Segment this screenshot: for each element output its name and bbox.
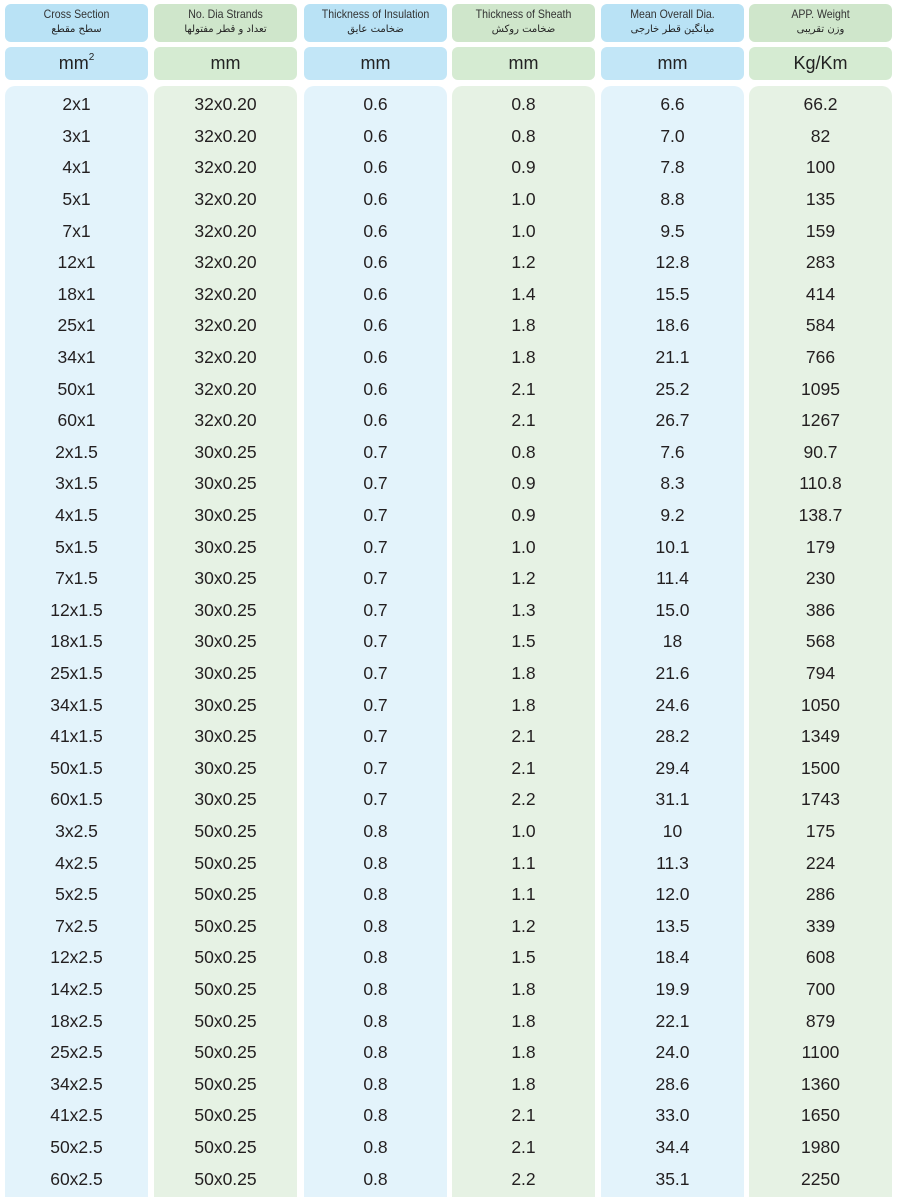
table-cell: 0.7 bbox=[363, 599, 388, 620]
table-cell: 0.8 bbox=[363, 1137, 388, 1157]
table-cell: 30x0.25 bbox=[194, 505, 257, 525]
unit-superscript: 2 bbox=[88, 52, 95, 63]
table-cell: 32x0.20 bbox=[194, 220, 257, 241]
column-title-en: Cross Section bbox=[43, 7, 110, 21]
table-cell: 50x0.25 bbox=[194, 915, 257, 936]
table-cell: 50x0.25 bbox=[194, 979, 257, 999]
table-cell: 50x0.25 bbox=[194, 821, 257, 841]
table-cell: 50x0.25 bbox=[194, 1137, 257, 1157]
table-cell: 110.8 bbox=[799, 473, 842, 494]
column-body bbox=[452, 86, 595, 1197]
table-cell: 21.1 bbox=[655, 347, 690, 367]
table-cell: 34x2.5 bbox=[50, 1073, 103, 1094]
table-cell: 25x1 bbox=[57, 315, 96, 336]
table-cell: 25.2 bbox=[655, 378, 690, 399]
table-cell: 4x1.5 bbox=[55, 505, 98, 525]
column-unit bbox=[452, 47, 595, 80]
table-cell: 0.7 bbox=[363, 505, 388, 525]
table-cell: 32x0.20 bbox=[194, 378, 257, 399]
table-cell: 5x1 bbox=[62, 189, 91, 209]
column-title-en: Mean Overall Dia. bbox=[630, 7, 715, 21]
table-cell: 82 bbox=[810, 125, 831, 146]
column-body bbox=[749, 86, 892, 1197]
table-cell: 1.0 bbox=[511, 821, 536, 841]
table-cell: 0.8 bbox=[511, 125, 536, 146]
table-cell: 0.7 bbox=[363, 441, 388, 462]
table-cell: 2x1 bbox=[62, 94, 91, 115]
table-cell: 14x2.5 bbox=[50, 979, 103, 999]
table-cell: 41x1.5 bbox=[50, 726, 103, 747]
table-cell: 8.3 bbox=[660, 473, 685, 494]
table-cell: 0.7 bbox=[363, 726, 388, 747]
table-cell: 10 bbox=[662, 821, 683, 841]
table-cell: 1.2 bbox=[511, 568, 536, 589]
table-cell: 1.8 bbox=[511, 694, 536, 715]
column-title-fa: وزن تقریبی bbox=[796, 24, 845, 35]
table-cell: 1500 bbox=[801, 757, 840, 778]
table-cell: 25x2.5 bbox=[50, 1042, 103, 1063]
table-cell: 0.6 bbox=[363, 252, 388, 273]
unit-label: mm bbox=[657, 53, 688, 73]
table-cell: 11.3 bbox=[656, 852, 689, 873]
table-cell: 30x0.25 bbox=[194, 726, 257, 747]
table-cell: 6.6 bbox=[660, 94, 685, 115]
table-cell: 32x0.20 bbox=[194, 189, 257, 209]
column-header bbox=[601, 4, 744, 42]
table-cell: 0.6 bbox=[363, 125, 388, 146]
table-cell: 0.8 bbox=[363, 1168, 388, 1189]
table-cell: 22.1 bbox=[655, 1010, 690, 1031]
table-cell: 1743 bbox=[801, 789, 840, 810]
table-cell: 7x1 bbox=[62, 220, 91, 241]
column-title-fa: ضخامت عایق bbox=[347, 24, 404, 35]
table-cell: 0.6 bbox=[363, 189, 388, 209]
table-cell: 15.0 bbox=[655, 599, 690, 620]
table-cell: 60x2.5 bbox=[50, 1168, 103, 1189]
table-cell: 50x0.25 bbox=[194, 1073, 257, 1094]
table-cell: 12x2.5 bbox=[50, 947, 103, 968]
table-cell: 32x0.20 bbox=[194, 94, 257, 115]
table-cell: 0.8 bbox=[363, 979, 388, 999]
table-cell: 2250 bbox=[801, 1168, 840, 1189]
table-cell: 0.6 bbox=[363, 157, 388, 178]
table-cell: 179 bbox=[805, 536, 836, 557]
table-cell: 1.5 bbox=[511, 631, 536, 652]
table-cell: 2.1 bbox=[511, 410, 536, 431]
table-cell: 0.6 bbox=[363, 94, 388, 115]
table-cell: 1.2 bbox=[511, 252, 536, 273]
table-cell: 1095 bbox=[801, 378, 840, 399]
table-cell: 32x0.20 bbox=[194, 283, 257, 304]
table-cell: 66.2 bbox=[803, 94, 838, 115]
table-cell: 32x0.20 bbox=[194, 157, 257, 178]
unit-label: mm bbox=[210, 53, 241, 73]
column-unit bbox=[749, 47, 892, 80]
table-cell: 1267 bbox=[801, 410, 840, 431]
table-cell: 2.2 bbox=[511, 789, 536, 810]
table-cell: 283 bbox=[805, 252, 836, 273]
table-cell: 1349 bbox=[801, 726, 840, 747]
table-cell: 34x1 bbox=[57, 347, 96, 367]
table-cell: 25x1.5 bbox=[50, 663, 103, 683]
table-cell: 60x1.5 bbox=[50, 789, 103, 810]
table-cell: 0.7 bbox=[363, 789, 388, 810]
table-cell: 28.2 bbox=[655, 726, 690, 747]
table-cell: 12x1 bbox=[57, 252, 96, 273]
table-cell: 1.8 bbox=[511, 1073, 536, 1094]
table-cell: 2.1 bbox=[511, 757, 536, 778]
table-cell: 224 bbox=[805, 852, 836, 873]
table-cell: 35.1 bbox=[655, 1168, 690, 1189]
column-body bbox=[601, 86, 744, 1197]
table-cell: 0.9 bbox=[511, 473, 536, 494]
table-cell: 12.8 bbox=[655, 252, 690, 273]
column-title-fa: ضخامت روکش bbox=[491, 24, 556, 35]
column-title-en: Thickness of Insulation bbox=[321, 7, 430, 21]
table-cell: 28.6 bbox=[655, 1073, 690, 1094]
column-unit bbox=[154, 47, 297, 80]
table-cell: 1.8 bbox=[511, 347, 536, 367]
table-cell: 50x0.25 bbox=[194, 947, 257, 968]
table-cell: 175 bbox=[805, 821, 836, 841]
table-cell: 13.5 bbox=[655, 915, 690, 936]
table-cell: 100 bbox=[805, 157, 836, 178]
table-cell: 3x1.5 bbox=[55, 473, 98, 494]
table-cell: 32x0.20 bbox=[194, 252, 257, 273]
table-cell: 7x1.5 bbox=[55, 568, 98, 589]
table-cell: 0.6 bbox=[363, 220, 388, 241]
table-cell: 1.8 bbox=[511, 663, 536, 683]
column-title-en: APP. Weight bbox=[791, 7, 850, 21]
table-cell: 0.7 bbox=[363, 568, 388, 589]
table-cell: 1.8 bbox=[511, 1010, 536, 1031]
table-cell: 0.9 bbox=[511, 505, 536, 525]
table-cell: 7.0 bbox=[660, 125, 685, 146]
table-cell: 0.7 bbox=[363, 663, 388, 683]
table-cell: 9.5 bbox=[660, 220, 685, 241]
column-title-fa: تعداد و قطر مفتولها bbox=[184, 24, 267, 35]
table-cell: 2.1 bbox=[511, 378, 536, 399]
table-cell: 339 bbox=[805, 915, 836, 936]
table-cell: 30x0.25 bbox=[194, 694, 257, 715]
table-cell: 1.8 bbox=[511, 315, 536, 336]
column-body bbox=[304, 86, 447, 1197]
column-title-fa: میانگین قطر خارجی bbox=[630, 24, 715, 35]
table-cell: 1.8 bbox=[511, 979, 536, 999]
table-cell: 1100 bbox=[801, 1042, 840, 1063]
unit-label: mm bbox=[508, 53, 539, 73]
table-cell: 2.1 bbox=[511, 1137, 536, 1157]
table-cell: 4x1 bbox=[62, 157, 91, 178]
table-cell: 8.8 bbox=[660, 189, 685, 209]
table-cell: 1.2 bbox=[511, 915, 536, 936]
table-cell: 32x0.20 bbox=[194, 315, 257, 336]
table-cell: 1650 bbox=[801, 1105, 840, 1126]
table-cell: 18.4 bbox=[655, 947, 690, 968]
table-cell: 135 bbox=[805, 189, 836, 209]
table-cell: 50x1 bbox=[57, 378, 96, 399]
table-cell: 1050 bbox=[801, 694, 840, 715]
table-cell: 2.1 bbox=[511, 726, 536, 747]
table-cell: 7.8 bbox=[660, 157, 685, 178]
table-cell: 18 bbox=[662, 631, 683, 652]
table-cell: 7x2.5 bbox=[55, 915, 98, 936]
table-cell: 700 bbox=[805, 979, 836, 999]
table-cell: 0.8 bbox=[363, 884, 388, 905]
table-cell: 0.7 bbox=[363, 757, 388, 778]
table-cell: 0.8 bbox=[363, 1010, 388, 1031]
table-cell: 286 bbox=[805, 884, 836, 905]
table-cell: 138.7 bbox=[798, 505, 843, 525]
table-cell: 1.0 bbox=[511, 220, 536, 241]
table-cell: 30x0.25 bbox=[194, 663, 257, 683]
table-cell: 5x2.5 bbox=[55, 884, 98, 905]
table-cell: 24.0 bbox=[655, 1042, 690, 1063]
table-cell: 0.6 bbox=[363, 410, 388, 431]
table-cell: 7.6 bbox=[660, 441, 685, 462]
table-cell: 12x1.5 bbox=[50, 599, 103, 620]
table-cell: 2.2 bbox=[511, 1168, 536, 1189]
table-cell: 1.1 bbox=[511, 884, 536, 905]
table-cell: 18.6 bbox=[655, 315, 690, 336]
table-cell: 12.0 bbox=[655, 884, 690, 905]
table-cell: 0.8 bbox=[363, 947, 388, 968]
table-cell: 5x1.5 bbox=[55, 536, 98, 557]
table-cell: 0.8 bbox=[511, 441, 536, 462]
table-cell: 0.8 bbox=[363, 1042, 388, 1063]
table-cell: 608 bbox=[805, 947, 836, 968]
table-cell: 30x0.25 bbox=[194, 757, 257, 778]
table-cell: 1360 bbox=[801, 1073, 840, 1094]
table-cell: 19.9 bbox=[655, 979, 690, 999]
table-cell: 50x0.25 bbox=[194, 1105, 257, 1126]
table-cell: 33.0 bbox=[655, 1105, 690, 1126]
column-header bbox=[749, 4, 892, 42]
table-cell: 32x0.20 bbox=[194, 410, 257, 431]
table-cell: 568 bbox=[805, 631, 836, 652]
table-cell: 1.3 bbox=[511, 599, 536, 620]
table-cell: 30x0.25 bbox=[194, 473, 257, 494]
table-cell: 1.5 bbox=[511, 947, 536, 968]
table-cell: 10.1 bbox=[655, 536, 690, 557]
column-header bbox=[452, 4, 595, 42]
table-cell: 41x2.5 bbox=[50, 1105, 103, 1126]
table-cell: 50x2.5 bbox=[50, 1137, 103, 1157]
table-cell: 15.5 bbox=[655, 283, 690, 304]
table-cell: 230 bbox=[805, 568, 836, 589]
table-cell: 3x1 bbox=[62, 125, 91, 146]
unit-label: mm bbox=[360, 53, 391, 73]
table-cell: 584 bbox=[805, 315, 836, 336]
table-cell: 9.2 bbox=[660, 505, 685, 525]
table-cell: 32x0.20 bbox=[194, 347, 257, 367]
table-cell: 1.4 bbox=[511, 283, 536, 304]
table-cell: 1.1 bbox=[511, 852, 536, 873]
table-cell: 34x1.5 bbox=[50, 694, 103, 715]
table-cell: 414 bbox=[805, 283, 836, 304]
table-cell: 1.0 bbox=[511, 536, 536, 557]
table-cell: 0.7 bbox=[363, 631, 388, 652]
table-cell: 0.6 bbox=[363, 378, 388, 399]
table-cell: 0.8 bbox=[363, 915, 388, 936]
table-cell: 18x1.5 bbox=[50, 631, 103, 652]
table-cell: 0.9 bbox=[511, 157, 536, 178]
table-cell: 11.4 bbox=[656, 568, 689, 589]
table-cell: 0.8 bbox=[363, 1073, 388, 1094]
column-unit bbox=[601, 47, 744, 80]
table-cell: 159 bbox=[805, 220, 836, 241]
table-cell: 50x0.25 bbox=[194, 884, 257, 905]
column-title-en: Thickness of Sheath bbox=[475, 7, 572, 21]
table-cell: 0.7 bbox=[363, 536, 388, 557]
table-cell: 18x2.5 bbox=[50, 1010, 103, 1031]
table-cell: 29.4 bbox=[655, 757, 690, 778]
table-cell: 30x0.25 bbox=[194, 536, 257, 557]
table-cell: 0.7 bbox=[363, 473, 388, 494]
table-cell: 32x0.20 bbox=[194, 125, 257, 146]
table-cell: 0.6 bbox=[363, 315, 388, 336]
column-header bbox=[5, 4, 148, 42]
table-cell: 0.7 bbox=[363, 694, 388, 715]
column-header bbox=[304, 4, 447, 42]
table-cell: 50x1.5 bbox=[50, 757, 103, 778]
table-cell: 18x1 bbox=[57, 283, 96, 304]
table-cell: 24.6 bbox=[655, 694, 690, 715]
table-cell: 2x1.5 bbox=[55, 441, 98, 462]
table-cell: 30x0.25 bbox=[194, 599, 257, 620]
table-cell: 0.8 bbox=[363, 821, 388, 841]
table-cell: 31.1 bbox=[655, 789, 690, 810]
table-cell: 794 bbox=[805, 663, 836, 683]
table-cell: 0.8 bbox=[511, 94, 536, 115]
table-cell: 90.7 bbox=[803, 441, 838, 462]
table-cell: 386 bbox=[805, 599, 836, 620]
column-header bbox=[154, 4, 297, 42]
table-cell: 50x0.25 bbox=[194, 1168, 257, 1189]
column-unit bbox=[304, 47, 447, 80]
table-cell: 50x0.25 bbox=[194, 1042, 257, 1063]
table-cell: 50x0.25 bbox=[194, 852, 257, 873]
column-unit bbox=[5, 47, 148, 80]
table-cell: 30x0.25 bbox=[194, 441, 257, 462]
unit-label: mm bbox=[58, 53, 89, 73]
table-cell: 34.4 bbox=[655, 1137, 690, 1157]
table-cell: 1.0 bbox=[511, 189, 536, 209]
table-cell: 50x0.25 bbox=[194, 1010, 257, 1031]
column-body bbox=[5, 86, 148, 1197]
table-cell: 3x2.5 bbox=[55, 821, 98, 841]
table-cell: 879 bbox=[805, 1010, 836, 1031]
table-cell: 30x0.25 bbox=[194, 789, 257, 810]
table-cell: 0.6 bbox=[363, 347, 388, 367]
table-cell: 0.8 bbox=[363, 852, 388, 873]
table-cell: 1980 bbox=[801, 1137, 840, 1157]
table-cell: 30x0.25 bbox=[194, 631, 257, 652]
table-cell: 21.6 bbox=[655, 663, 690, 683]
table-cell: 60x1 bbox=[57, 410, 96, 431]
unit-label: Kg/Km bbox=[793, 53, 848, 73]
table-cell: 2.1 bbox=[511, 1105, 536, 1126]
table-cell: 30x0.25 bbox=[194, 568, 257, 589]
table-cell: 766 bbox=[805, 347, 836, 367]
table-cell: 1.8 bbox=[511, 1042, 536, 1063]
table-cell: 4x2.5 bbox=[55, 852, 98, 873]
column-body bbox=[154, 86, 297, 1197]
table-cell: 0.6 bbox=[363, 283, 388, 304]
table-cell: 0.8 bbox=[363, 1105, 388, 1126]
column-title-fa: سطح مقطع bbox=[51, 24, 102, 35]
column-title-en: No. Dia Strands bbox=[188, 7, 263, 21]
table-cell: 26.7 bbox=[655, 410, 690, 431]
